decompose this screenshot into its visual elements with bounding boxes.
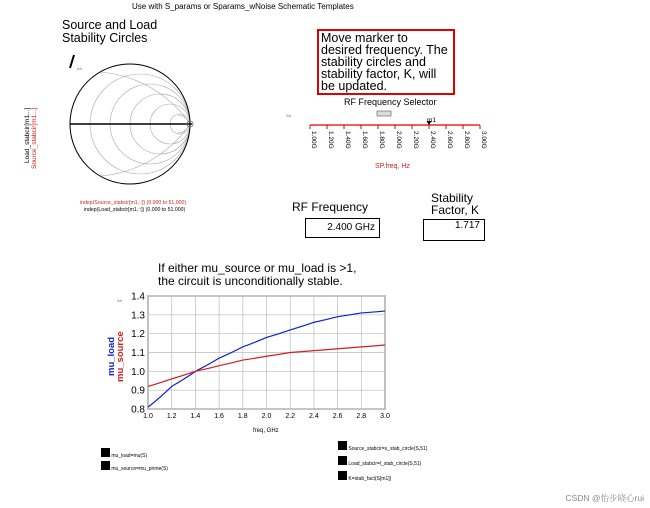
rf-frequency-value: 2.400 GHz [327, 222, 375, 233]
rf-selector-tag: Att [286, 113, 291, 118]
mu-note-line1: If either mu_source or mu_load is >1, [158, 261, 357, 275]
equation-k-text: K=stab_fact(S[m1]) [348, 476, 392, 482]
rf-selector-scroll-thumb[interactable] [377, 111, 391, 116]
smith-chart-title [62, 19, 157, 45]
rf-frequency-label: RF Frequency [292, 200, 369, 214]
mu-chart-tag: Att [117, 298, 122, 303]
eqn-chip-icon [338, 471, 347, 480]
rf-tick-label: 1.40G [344, 131, 351, 149]
mu-x-tick-label: 2.8 [356, 413, 367, 420]
equation-source-stabcir-text: Source_stabcir=s_stab_circle(S,51) [348, 446, 428, 452]
smith-ylabel-load: Load_stabcir[m1...] [24, 107, 31, 163]
equation-load-stabcir-text: Load_stabcir=l_stab_circle(S,51) [348, 461, 422, 467]
equation-source-stabcir[interactable] [338, 441, 427, 454]
mu-x-tick-label: 3.0 [380, 413, 390, 420]
watermark: CSDN @怡步晓心rui [565, 493, 644, 503]
stability-label-line1: Stability [431, 191, 474, 205]
rf-marker-label: m1 [427, 117, 437, 124]
smith-stray-mark [70, 55, 74, 68]
smith-chart[interactable] [0, 45, 240, 220]
smith-title-line2: Stability Circles [62, 31, 148, 45]
instruction-callout: Move marker to desired frequency. The stability circles and stability factor, K, will be updated. [317, 29, 455, 95]
header-note: Use with S_params or Sparams_wNoise Schematic Templates [132, 2, 354, 11]
eqn-chip-icon [338, 456, 347, 465]
mu-x-tick-label: 1.0 [143, 413, 153, 420]
rf-selector-ticks [310, 125, 487, 149]
mu-x-tick-label: 2.6 [332, 413, 343, 420]
equation-mu-load-text: mu_load=mu(S) [111, 453, 148, 459]
eqn-chip-icon [101, 461, 110, 470]
mu-xlabel: freq, GHz [253, 428, 279, 434]
equation-load-stabcir[interactable] [338, 456, 421, 469]
smith-xlabel-source: indep(Source_stabcir[m1,::]) (0.000 to 51.000) [80, 200, 187, 206]
rf-selector-title: RF Frequency Selector [344, 97, 437, 107]
mu-chart-x-ticks [143, 413, 390, 420]
rf-tick-label: 3.00G [480, 131, 487, 149]
mu-chart-y-ticks [131, 292, 145, 416]
stability-factor-value-box [423, 219, 485, 241]
rf-selector-xlabel: SP.freq, Hz [375, 163, 410, 170]
rf-tick-label: 2.00G [395, 131, 402, 149]
mu-x-tick-label: 1.6 [214, 413, 224, 420]
smith-title-line1: Source and Load [62, 18, 158, 32]
rf-tick-label: 2.60G [446, 131, 453, 149]
rf-marker-m1[interactable] [427, 117, 437, 125]
mu-y-tick-label: 1.3 [131, 310, 145, 322]
mu-x-tick-label: 2.4 [309, 413, 319, 420]
rf-tick-label: 2.80G [463, 131, 470, 149]
smith-tag: Ati [77, 66, 82, 71]
equation-mu-load[interactable] [101, 448, 147, 461]
rf-tick-label: 1.00G [310, 131, 317, 149]
stability-factor-value: 1.717 [454, 220, 480, 231]
mu-y-tick-label: 0.9 [131, 385, 145, 397]
rf-tick-label: 1.80G [378, 131, 385, 149]
eqn-chip-icon [101, 448, 110, 457]
mu-x-tick-label: 1.2 [166, 413, 177, 420]
mu-note-line2: the circuit is unconditionally stable. [158, 274, 343, 288]
mu-ylabel-source: mu_source [115, 331, 126, 382]
smith-ylabel-source: Source_stabcir[m1...] [31, 107, 38, 169]
mu-x-tick-label: 1.8 [237, 413, 248, 420]
rf-tick-label: 2.40G [429, 131, 436, 149]
mu-chart[interactable] [95, 290, 400, 440]
equation-mu-source[interactable] [101, 461, 168, 474]
rf-tick-label: 2.20G [412, 131, 419, 149]
mu-y-tick-label: 1.1 [131, 348, 145, 359]
stability-label-line2: Factor, K [431, 203, 480, 217]
mu-ylabel-load: mu_load [106, 336, 117, 376]
mu-x-tick-label: 1.4 [190, 413, 201, 420]
mu-y-tick-label: 0.8 [131, 404, 145, 416]
rf-tick-label: 1.20G [327, 131, 334, 149]
mu-note [158, 262, 356, 288]
mu-y-tick-label: 1.4 [131, 291, 145, 303]
rf-frequency-value-box [305, 218, 380, 238]
rf-frequency-selector[interactable] [284, 108, 494, 172]
equation-mu-source-text: mu_source=mu_prime(S) [111, 466, 168, 472]
mu-x-tick-label: 2.2 [285, 413, 296, 420]
smith-xlabel-load: indep(Load_stabcir[m1,::]) (0.000 to 51.000) [84, 207, 186, 213]
rf-tick-label: 1.60G [361, 131, 368, 149]
eqn-chip-icon [338, 441, 347, 450]
equation-k[interactable] [338, 471, 391, 484]
mu-y-tick-label: 1.0 [131, 366, 145, 378]
mu-x-tick-label: 2.0 [261, 413, 272, 420]
stability-factor-label [431, 192, 479, 216]
mu-y-tick-label: 1.2 [131, 329, 145, 341]
